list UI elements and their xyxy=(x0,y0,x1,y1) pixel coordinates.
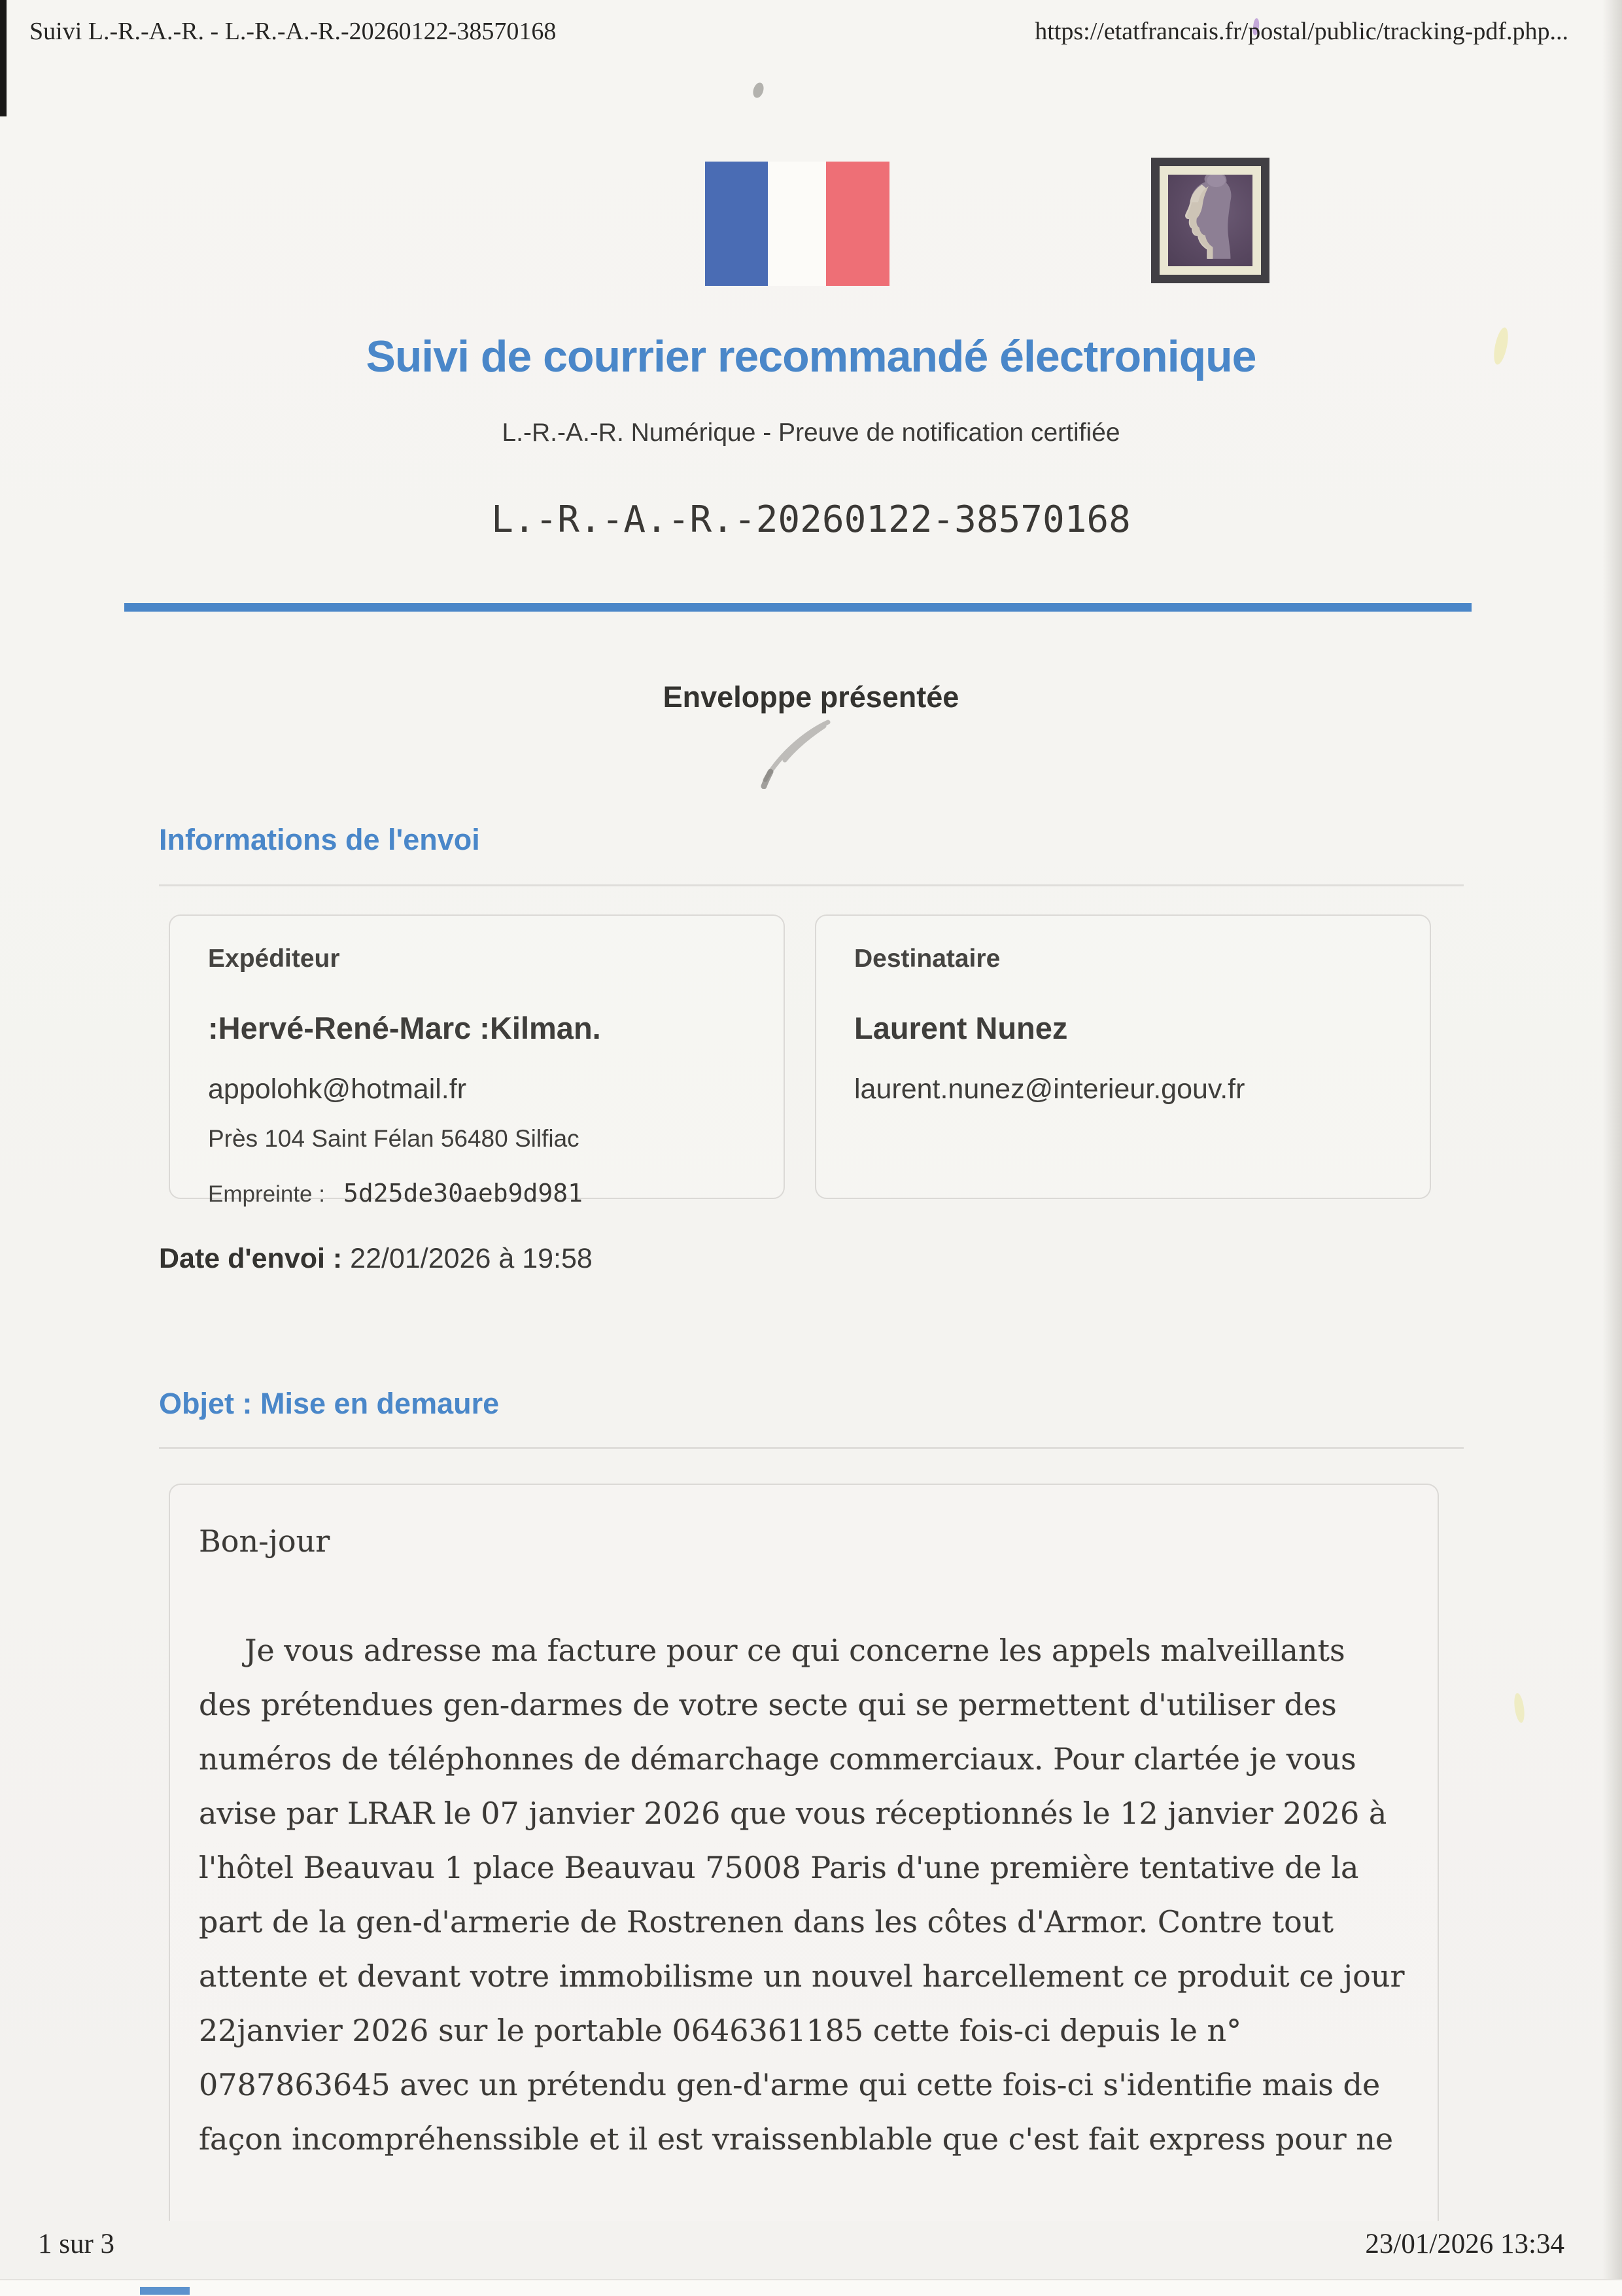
print-header-title: Suivi L.-R.-A.-R. - L.-R.-A.-R.-20260122-38570168 xyxy=(29,18,557,45)
scan-speck xyxy=(751,81,766,99)
fingerprint-label: Empreinte : xyxy=(208,1181,325,1207)
ink-smudge xyxy=(751,717,849,789)
recipient-email: laurent.nunez@interieur.gouv.fr xyxy=(854,1073,1245,1105)
recipient-card xyxy=(815,914,1431,1199)
section-divider xyxy=(159,884,1464,886)
french-flag-icon xyxy=(705,162,889,286)
send-date-line xyxy=(159,1243,593,1275)
sender-email: appolohk@hotmail.fr xyxy=(208,1073,467,1105)
letter-line: l'hôtel Beauvau 1 place Beauvau 75008 Paris d'une première tentative de la xyxy=(199,1850,1359,1885)
page-bottom-edge xyxy=(0,2279,1622,2296)
letter-line: 22janvier 2026 sur le portable 0646361185 cette fois-ci depuis le n° xyxy=(199,2013,1242,2048)
letter-line: Je vous adresse ma facture pour ce qui concerne les appels malveillants xyxy=(245,1633,1345,1668)
print-timestamp: 23/01/2026 13:34 xyxy=(1365,2229,1564,2259)
flag-blue-stripe xyxy=(705,162,768,286)
document-subtitle: L.-R.-A.-R. Numérique - Preuve de notification certifiée xyxy=(502,419,1120,447)
sender-label: Expéditeur xyxy=(208,945,340,973)
letter-line: des prétendues gen-darmes de votre secte qui se permettent d'utiliser des xyxy=(199,1687,1337,1722)
sender-address: Près 104 Saint Félan 56480 Silfiac xyxy=(208,1125,579,1152)
stamp-portrait-field xyxy=(1168,175,1252,266)
page-indicator: 1 sur 3 xyxy=(38,2229,115,2259)
letter-paragraph xyxy=(199,1624,1409,2166)
envelope-heading: Enveloppe présentée xyxy=(663,680,959,714)
sender-name: :Hervé-René-Marc :Kilman. xyxy=(208,1011,601,1045)
section-heading-info: Informations de l'envoi xyxy=(159,823,480,856)
letter-greeting: Bon-jour xyxy=(199,1523,330,1559)
letter-line: 0787863645 avec un prétendu gen-d'arme qui cette fois-ci s'identifie mais de xyxy=(199,2067,1381,2102)
letter-line: part de la gen-d'armerie de Rostrenen dans les côtes d'Armor. Contre tout xyxy=(199,1904,1334,1939)
scan-blue-mark xyxy=(140,2287,190,2295)
tracking-code: L.-R.-A.-R.-20260122-38570168 xyxy=(491,498,1131,541)
send-date-label: Date d'envoi : xyxy=(159,1243,343,1274)
scan-speck xyxy=(1513,1692,1526,1724)
document-title: Suivi de courrier recommandé électronique xyxy=(366,332,1256,381)
recipient-name: Laurent Nunez xyxy=(854,1011,1068,1045)
fingerprint-value: 5d25de30aeb9d981 xyxy=(343,1179,583,1208)
recipient-label: Destinataire xyxy=(854,945,1001,973)
marianne-stamp-icon xyxy=(1151,158,1269,283)
sender-fingerprint xyxy=(208,1179,746,1208)
stamp-perforated-border xyxy=(1160,166,1261,275)
flag-red-stripe xyxy=(826,162,889,286)
letter-line: façon incompréhenssible et il est vraissenblable que c'est fait express pour ne xyxy=(199,2121,1394,2157)
blue-divider-rule xyxy=(124,603,1472,612)
section-heading-subject: Objet : Mise en demaure xyxy=(159,1387,500,1420)
letter-body-card xyxy=(169,1484,1439,2221)
section-divider xyxy=(159,1447,1464,1449)
send-date-value: 22/01/2026 à 19:58 xyxy=(350,1243,593,1274)
print-footer xyxy=(38,2228,1564,2260)
scan-edge-artifact xyxy=(0,0,7,116)
print-header-url: https://etatfrancais.fr/postal/public/tracking-pdf.php... xyxy=(1035,18,1568,45)
letter-line: attente et devant votre immobilisme un nouvel harcellement ce produit ce jour xyxy=(199,1958,1405,1994)
flag-white-stripe xyxy=(768,162,826,286)
sender-card xyxy=(169,914,785,1208)
letter-line: numéros de téléphonnes de démarchage commerciaux. Pour clartée je vous xyxy=(199,1741,1356,1777)
print-header xyxy=(29,17,1568,46)
marianne-profile xyxy=(1168,175,1252,266)
letter-line: avise par LRAR le 07 janvier 2026 que vous réceptionnés le 12 janvier 2026 à xyxy=(199,1796,1387,1831)
